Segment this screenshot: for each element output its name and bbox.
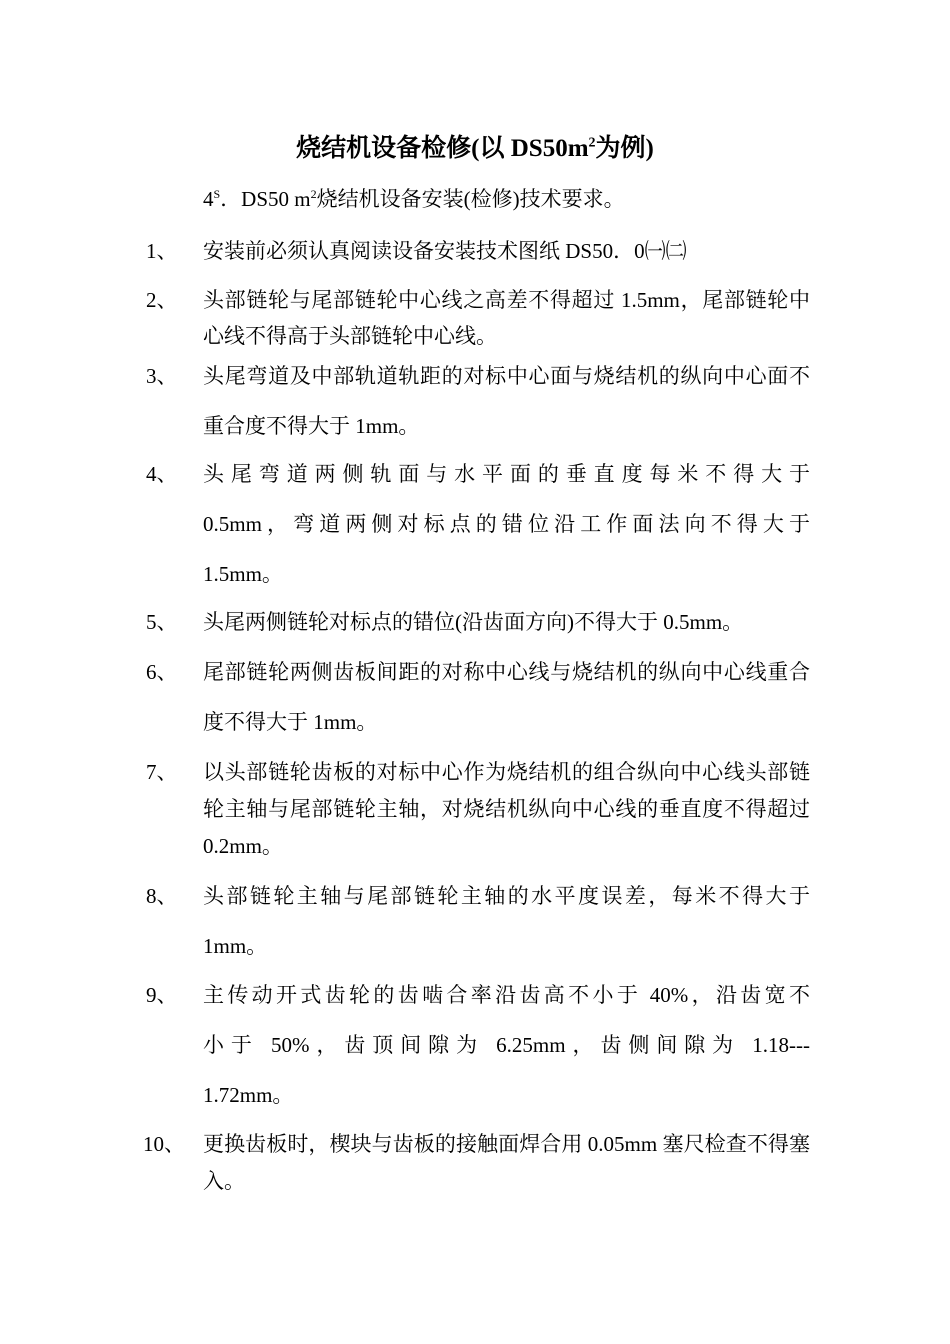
list-item-number: 6、 bbox=[146, 660, 178, 684]
list-item-text: 更换齿板时，楔块与齿板的接触面焊合用 0.05mm 塞尺检查不得塞入。 bbox=[203, 1132, 810, 1193]
list-item-text bbox=[203, 449, 810, 599]
list-item-number: 7、 bbox=[146, 760, 178, 784]
list-item-text: 头部链轮主轴与尾部链轮主轴的水平度误差，每米不得大于 1mm。 bbox=[203, 884, 810, 958]
list-item-number: 1、 bbox=[146, 239, 178, 263]
section-number: 4 bbox=[203, 187, 214, 211]
list-item-number: 2、 bbox=[146, 288, 178, 312]
list-item-text: 以头部链轮齿板的对标中心作为烧结机的组合纵向中心线头部链轮主轴与尾部链轮主轴，对烧结机纵向中心线的垂直度不得超过 0.2mm。 bbox=[203, 760, 810, 858]
list-item-text: 尾部链轮两侧齿板间距的对称中心线与烧结机的纵向中心线重合度不得大于 1mm。 bbox=[203, 660, 810, 734]
section-title-text: 烧结机设备安装(检修)技术要求。 bbox=[316, 187, 625, 211]
list-item-number: 5、 bbox=[146, 610, 178, 634]
list-item-text bbox=[203, 970, 810, 1120]
section-model: ．DS50 m bbox=[220, 187, 311, 211]
list-item-number: 8、 bbox=[146, 884, 178, 908]
section-model-superscript: 2 bbox=[310, 187, 317, 201]
list-item-text: 头部链轮与尾部链轮中心线之高差不得超过 1.5mm，尾部链轮中心线不得高于头部链轮中心线。 bbox=[203, 288, 810, 348]
title-main: 烧结机设备检修(以 DS50m bbox=[296, 135, 589, 162]
list-item-number: 3、 bbox=[146, 364, 178, 388]
title-superscript: 2 bbox=[588, 135, 596, 151]
list-item-number: 4、 bbox=[146, 462, 178, 486]
list-item-number: 10、 bbox=[143, 1132, 185, 1156]
list-item-line: 头尾弯道两侧轨面与水平面的垂直度每米不得大于 bbox=[203, 462, 810, 486]
list-item-text: 安装前必须认真阅读设备安装技术图纸 DS50．0㈠㈡ bbox=[203, 239, 687, 263]
list-item-text: 头尾两侧链轮对标点的错位(沿齿面方向)不得大于 0.5mm。 bbox=[203, 610, 744, 634]
list-item-line: 1.72mm。 bbox=[203, 1083, 294, 1107]
list-item-text: 头尾弯道及中部轨道轨距的对标中心面与烧结机的纵向中心面不重合度不得大于 1mm。 bbox=[203, 364, 810, 438]
list-item-line: 1.5mm。 bbox=[203, 562, 283, 586]
section-heading bbox=[203, 182, 813, 216]
title-tail: 为例) bbox=[595, 135, 654, 162]
list-item-line: 小于 50%，齿顶间隙为 6.25mm，齿侧间隙为 1.18--- bbox=[203, 1033, 810, 1057]
list-item-line: 0.5mm，弯道两侧对标点的错位沿工作面法向不得大于 bbox=[203, 512, 810, 536]
list-item-number: 9、 bbox=[146, 983, 178, 1007]
section-number-superscript: S bbox=[213, 187, 221, 201]
list-item-line: 主传动开式齿轮的齿啮合率沿齿高不小于 40%，沿齿宽不 bbox=[203, 983, 810, 1007]
document-title bbox=[0, 131, 950, 167]
